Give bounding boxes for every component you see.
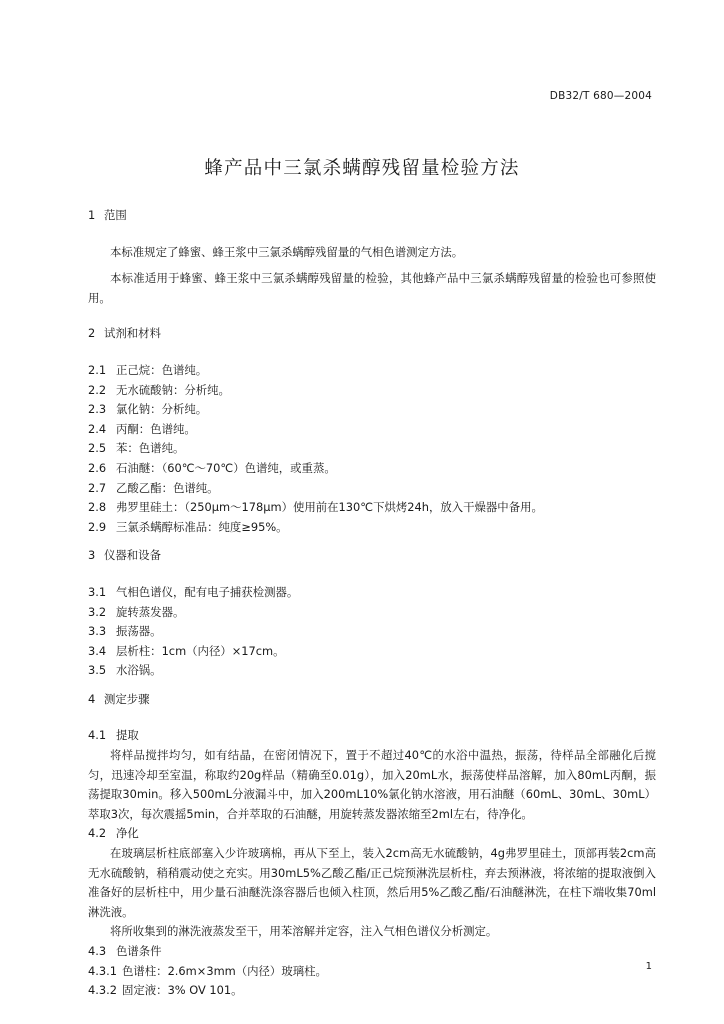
section-title: 范围	[104, 208, 127, 222]
item-number: 4.3.2	[88, 983, 117, 998]
section-title: 试剂和材料	[104, 326, 161, 341]
item-number: 2.5	[88, 441, 107, 456]
item-number: 4.3.1	[88, 963, 117, 978]
list-item	[88, 400, 656, 420]
item-number: 3.5	[88, 663, 107, 678]
list-item	[88, 661, 656, 681]
subsection-title: 净化	[116, 826, 139, 841]
page-number: 1	[645, 961, 652, 972]
subsection-number: 4.3	[88, 944, 107, 958]
list-item	[88, 459, 656, 479]
section-number: 1	[88, 208, 96, 222]
item-text: 旋转蒸发器。	[116, 604, 185, 619]
list-item	[88, 439, 656, 459]
item-number: 3.1	[88, 584, 107, 599]
section-number: 4	[88, 691, 96, 706]
subsection-4-1-heading	[88, 726, 656, 746]
section-1-heading	[88, 206, 656, 226]
item-number: 2.4	[88, 421, 107, 436]
section-number: 3	[88, 548, 96, 563]
section-title: 测定步骤	[104, 691, 150, 706]
list-item	[88, 603, 656, 623]
item-text: 振荡器。	[116, 624, 162, 639]
section-4-heading	[88, 690, 656, 710]
subsection-title: 提取	[116, 728, 139, 743]
subsection-number: 4.2	[88, 826, 107, 841]
scope-paragraph-1: 本标准规定了蜂蜜、蜂王浆中三氯杀螨醇残留量的气相色谱测定方法。	[110, 244, 464, 259]
standard-code: DB32/T 680—2004	[549, 90, 652, 102]
item-number: 2.7	[88, 480, 107, 495]
item-text: 无水硫酸钠：分析纯。	[116, 382, 230, 397]
document-title: 蜂产品中三氯杀螨醇残留量检验方法	[204, 158, 520, 179]
list-item	[88, 498, 656, 518]
list-item	[88, 583, 656, 603]
item-text: 乙酸乙酯：色谱纯。	[116, 480, 219, 495]
list-item	[88, 962, 656, 982]
list-item	[88, 479, 656, 499]
item-number: 2.6	[88, 460, 107, 475]
section-number: 2	[88, 326, 96, 341]
item-text: 弗罗里硅土：（250μm～178μm）使用前在130℃下烘烤24h，放入干燥器中备用。	[116, 500, 543, 515]
item-number: 2.3	[88, 402, 107, 417]
item-number: 2.8	[88, 500, 107, 515]
item-text: 氯化钠：分析纯。	[116, 402, 208, 417]
item-text: 苯：色谱纯。	[116, 441, 185, 456]
cleanup-paragraph-1: 在玻璃层析柱底部塞入少许玻璃棉，再从下至上，装入2cm高无水硫酸钠，4g弗罗里硅土，顶部再装2cm高无水硫酸钠，稍稍震动使之充实。用30mL5%乙酸乙酯/正己烷预淋洗层析柱，弃去预淋液，将浓缩的提取液倒入准备好的层析柱中，用少量石油醚洗涤容器后也倾入柱顶，然后用5%乙酸乙酯/石油醚淋洗，在柱下端收集70ml淋洗液。	[88, 846, 656, 919]
cleanup-paragraph-2: 将所收集到的淋洗液蒸发至干，用苯溶解并定容，注入气相色谱仪分析测定。	[110, 924, 498, 939]
item-text: 气相色谱仪，配有电子捕获检测器。	[116, 584, 299, 599]
item-text: 层析柱：1cm（内径）×17cm。	[116, 643, 285, 658]
list-item	[88, 981, 656, 1001]
item-text: 丙酮：色谱纯。	[116, 421, 196, 436]
item-number: 2.2	[88, 382, 107, 397]
item-number: 3.2	[88, 604, 107, 619]
list-item	[88, 622, 656, 642]
document-body	[88, 206, 656, 1001]
item-number: 2.1	[88, 362, 107, 377]
scope-paragraph-2: 本标准适用于蜂蜜、蜂王浆中三氯杀螨醇残留量的检验，其他蜂产品中三氯杀螨醇残留量的检验也可参照使用。	[88, 271, 656, 305]
item-text: 固定液：3% OV 101。	[122, 983, 243, 998]
item-number: 3.3	[88, 624, 107, 639]
item-text: 石油醚：（60℃～70℃）色谱纯，或重蒸。	[116, 460, 336, 475]
list-item	[88, 642, 656, 662]
subsection-title: 色谱条件	[116, 944, 162, 958]
section-title: 仪器和设备	[104, 548, 161, 563]
item-number: 2.9	[88, 519, 107, 534]
item-text: 三氯杀螨醇标准品：纯度≥95%。	[116, 519, 288, 534]
subsection-4-2-heading	[88, 824, 656, 844]
list-item	[88, 381, 656, 401]
list-item	[88, 518, 656, 538]
subsection-number: 4.1	[88, 728, 107, 743]
list-item	[88, 361, 656, 381]
section-2-heading	[88, 324, 656, 344]
list-item	[88, 420, 656, 440]
item-text: 色谱柱：2.6m×3mm（内径）玻璃柱。	[122, 963, 327, 978]
item-number: 3.4	[88, 643, 107, 658]
item-text: 正己烷：色谱纯。	[116, 362, 208, 377]
subsection-4-3-heading	[88, 942, 656, 962]
extraction-paragraph: 将样品搅拌均匀，如有结晶，在密闭情况下，置于不超过40℃的水浴中温热，振荡，待样品全部融化后搅匀，迅速冷却至室温，称取约20g样品（精确至0.01g），加入20mL水，振荡使样品溶解，加入80mL丙酮，振荡提取30min。移入500mL分液漏斗中，加入200mL10%氯化钠水溶液，用石油醚（60mL、30mL、30mL）萃取3次，每次震摇5min，合并萃取的石油醚，用旋转蒸发器浓缩至2ml左右，待净化。	[88, 748, 656, 821]
item-text: 水浴锅。	[116, 663, 162, 678]
section-3-heading	[88, 546, 656, 566]
